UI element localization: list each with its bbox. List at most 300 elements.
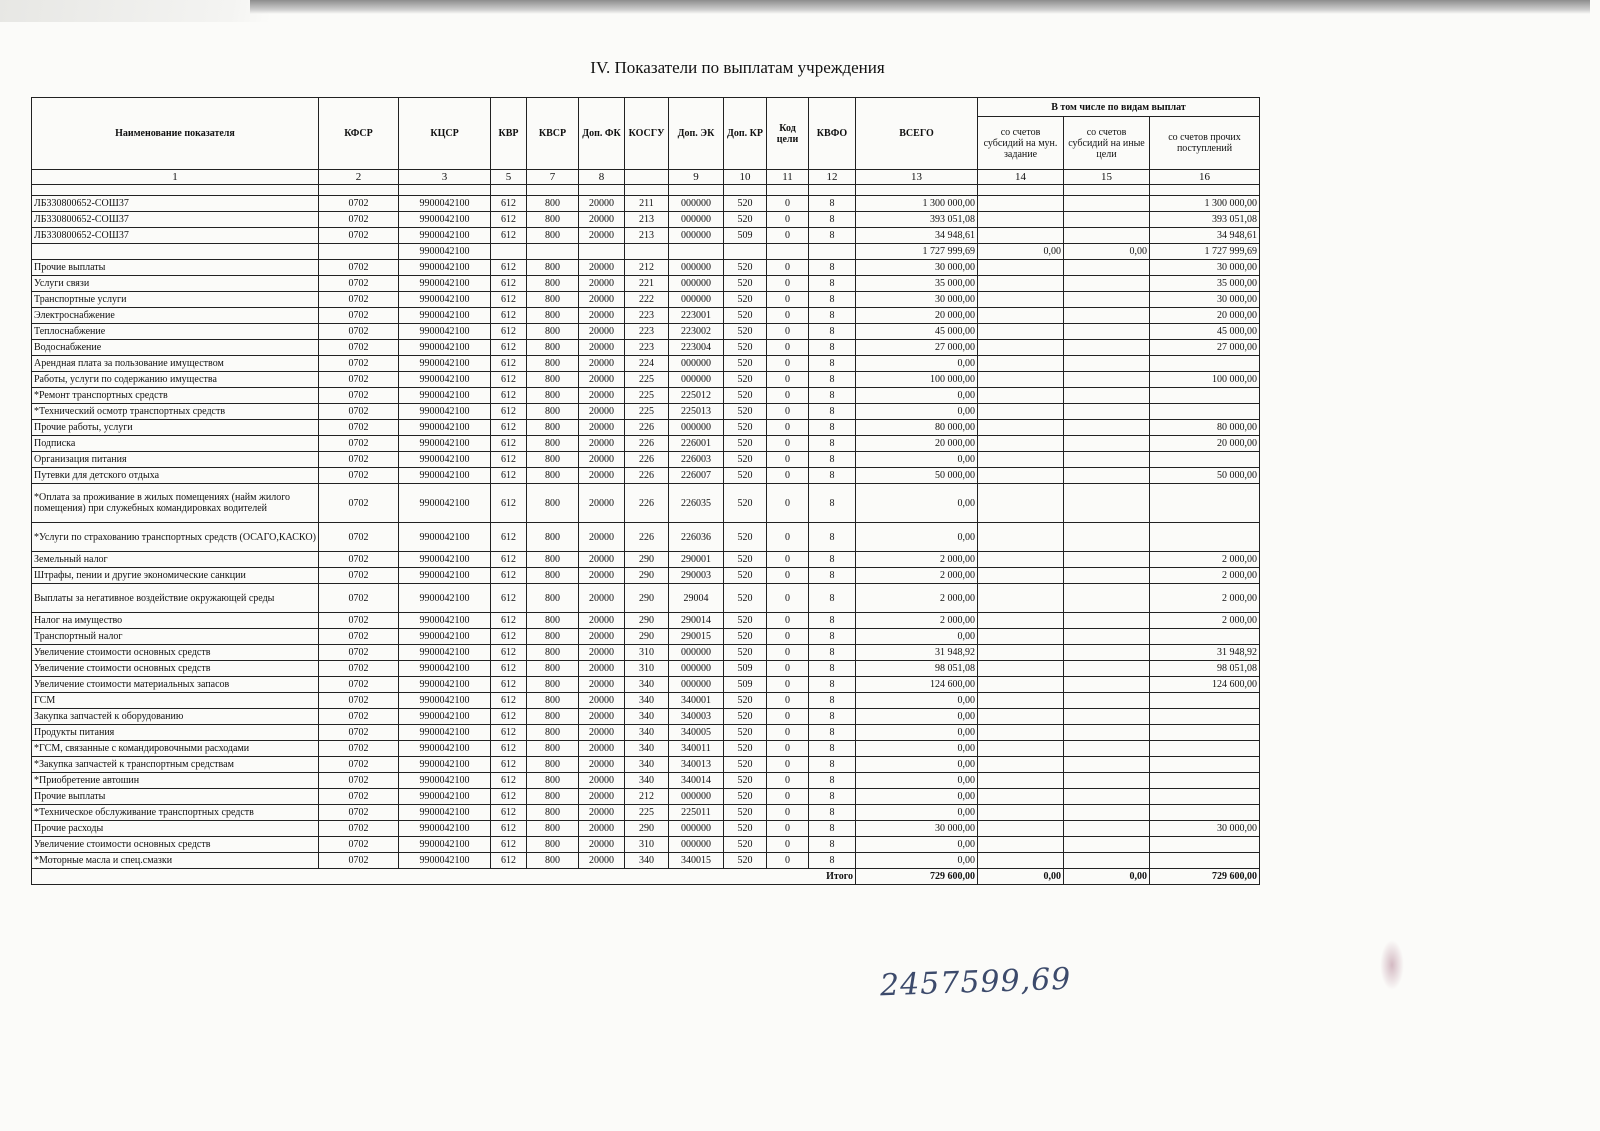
cell-kvr: 612 (491, 420, 527, 436)
row-name: Прочие расходы (32, 821, 319, 837)
cell-kvr: 612 (491, 805, 527, 821)
cell-kod-celi: 0 (767, 260, 809, 276)
table-row (32, 645, 1260, 661)
cell-col16 (1150, 356, 1260, 372)
cell-kvfo: 8 (809, 388, 856, 404)
cell-dop-ek: 223002 (669, 324, 724, 340)
row-name: Прочие выплаты (32, 789, 319, 805)
cell-dop-ek: 000000 (669, 228, 724, 244)
cell-kvsr: 800 (527, 789, 579, 805)
cell-col15 (1064, 228, 1150, 244)
cell-col15 (1064, 584, 1150, 613)
total-sum: 729 600,00 (856, 869, 978, 885)
table-row (32, 773, 1260, 789)
cell-kod-celi: 0 (767, 436, 809, 452)
cell-col16 (1150, 709, 1260, 725)
row-name: *Оплата за проживание в жилых помещениях (найм жилого помещения) при служебных командировках водителей (32, 484, 319, 523)
table-row (32, 523, 1260, 552)
cell-kvsr: 800 (527, 853, 579, 869)
cell-total: 2 000,00 (856, 613, 978, 629)
cell-kvsr: 800 (527, 613, 579, 629)
cell-dop-ek: 000000 (669, 292, 724, 308)
row-name: Теплоснабжение (32, 324, 319, 340)
cell-kod-celi: 0 (767, 420, 809, 436)
cell-kvfo: 8 (809, 260, 856, 276)
table-row (32, 725, 1260, 741)
cell-kod-celi: 0 (767, 741, 809, 757)
cell-kvr: 612 (491, 404, 527, 420)
cell-dop-fk: 20000 (579, 196, 625, 212)
cell-dop-kr: 520 (724, 837, 767, 853)
cell-col14 (978, 324, 1064, 340)
cell-col14 (978, 629, 1064, 645)
cell-kvsr: 800 (527, 552, 579, 568)
cell-kcsr: 9900042100 (399, 773, 491, 789)
cell-col15 (1064, 324, 1150, 340)
cell-dop-ek: 225012 (669, 388, 724, 404)
cell-col14 (978, 420, 1064, 436)
cell-dop-fk: 20000 (579, 340, 625, 356)
cell-kvfo: 8 (809, 693, 856, 709)
cell-col15 (1064, 661, 1150, 677)
cell-total: 0,00 (856, 404, 978, 420)
cell-dop-fk: 20000 (579, 757, 625, 773)
cell-dop-kr: 520 (724, 340, 767, 356)
cell-kvr (491, 244, 527, 260)
cell-kcsr: 9900042100 (399, 725, 491, 741)
cell-dop-ek: 290015 (669, 629, 724, 645)
cell-kod-celi: 0 (767, 452, 809, 468)
cell-kosgu: 340 (625, 725, 669, 741)
cell-kod-celi: 0 (767, 552, 809, 568)
cell-dop-kr: 520 (724, 584, 767, 613)
cell-col15 (1064, 196, 1150, 212)
cell-kosgu: 224 (625, 356, 669, 372)
table-row (32, 292, 1260, 308)
row-name: ГСМ (32, 693, 319, 709)
cell-col16: 30 000,00 (1150, 821, 1260, 837)
cell-dop-kr: 520 (724, 523, 767, 552)
cell-kvsr: 800 (527, 260, 579, 276)
cell-col15 (1064, 741, 1150, 757)
spacer-row (32, 185, 1260, 196)
cell-dop-fk: 20000 (579, 420, 625, 436)
cell-kvr: 612 (491, 324, 527, 340)
table-row (32, 260, 1260, 276)
cell-kod-celi: 0 (767, 584, 809, 613)
cell-dop-kr: 520 (724, 356, 767, 372)
cell-col15 (1064, 677, 1150, 693)
cell-col14 (978, 388, 1064, 404)
cell-dop-fk: 20000 (579, 821, 625, 837)
cell-kvsr: 800 (527, 196, 579, 212)
cell-kvfo: 8 (809, 436, 856, 452)
cell-kvsr: 800 (527, 709, 579, 725)
cell-col15 (1064, 837, 1150, 853)
cell-kvfo: 8 (809, 709, 856, 725)
cell-kosgu: 310 (625, 645, 669, 661)
row-name: Продукты питания (32, 725, 319, 741)
cell-dop-kr: 520 (724, 613, 767, 629)
cell-dop-ek: 225013 (669, 404, 724, 420)
cell-col14 (978, 552, 1064, 568)
cell-dop-fk: 20000 (579, 260, 625, 276)
cell-dop-kr: 520 (724, 452, 767, 468)
cell-dop-fk: 20000 (579, 789, 625, 805)
cell-kvr: 612 (491, 452, 527, 468)
cell-kvfo: 8 (809, 661, 856, 677)
table-row (32, 821, 1260, 837)
cell-kvr: 612 (491, 709, 527, 725)
cell-kfsr: 0702 (319, 677, 399, 693)
cell-kvsr: 800 (527, 584, 579, 613)
cell-kvr: 612 (491, 260, 527, 276)
cell-col16 (1150, 452, 1260, 468)
cell-col15 (1064, 773, 1150, 789)
table-body (32, 196, 1260, 869)
cell-col15 (1064, 388, 1150, 404)
cell-dop-kr: 520 (724, 484, 767, 523)
cell-kvfo: 8 (809, 523, 856, 552)
cell-total: 0,00 (856, 356, 978, 372)
cell-dop-kr (724, 244, 767, 260)
cell-kod-celi: 0 (767, 484, 809, 523)
cell-kvfo: 8 (809, 741, 856, 757)
cell-dop-ek: 290001 (669, 552, 724, 568)
header-dop-ek: Доп. ЭК (669, 98, 724, 170)
cell-kvsr: 800 (527, 324, 579, 340)
cell-kvfo: 8 (809, 452, 856, 468)
cell-col14 (978, 837, 1064, 853)
cell-kvsr: 800 (527, 356, 579, 372)
column-number: 15 (1064, 170, 1150, 185)
cell-kosgu: 340 (625, 741, 669, 757)
cell-kvsr: 800 (527, 568, 579, 584)
cell-kosgu: 290 (625, 821, 669, 837)
cell-col16: 1 300 000,00 (1150, 196, 1260, 212)
cell-kfsr (319, 244, 399, 260)
cell-kosgu: 223 (625, 324, 669, 340)
cell-dop-ek: 340015 (669, 853, 724, 869)
cell-kfsr: 0702 (319, 196, 399, 212)
cell-kvfo: 8 (809, 821, 856, 837)
table-row (32, 436, 1260, 452)
cell-dop-kr: 520 (724, 773, 767, 789)
table-row (32, 789, 1260, 805)
cell-dop-kr: 520 (724, 420, 767, 436)
cell-kfsr: 0702 (319, 613, 399, 629)
cell-kod-celi: 0 (767, 292, 809, 308)
cell-kvfo: 8 (809, 773, 856, 789)
cell-dop-kr: 520 (724, 821, 767, 837)
cell-kod-celi: 0 (767, 773, 809, 789)
row-name: Арендная плата за пользование имуществом (32, 356, 319, 372)
paper-fold-shadow (0, 0, 270, 22)
cell-kosgu: 340 (625, 693, 669, 709)
cell-kfsr: 0702 (319, 725, 399, 741)
header-dop-fk: Доп. ФК (579, 98, 625, 170)
cell-kvsr: 800 (527, 805, 579, 821)
cell-dop-ek: 29004 (669, 584, 724, 613)
column-number (625, 170, 669, 185)
row-name: *Технический осмотр транспортных средств (32, 404, 319, 420)
cell-kvsr: 800 (527, 837, 579, 853)
cell-dop-ek: 290003 (669, 568, 724, 584)
column-number: 1 (32, 170, 319, 185)
ink-mark (1380, 940, 1404, 990)
cell-kvsr: 800 (527, 404, 579, 420)
cell-dop-kr: 520 (724, 805, 767, 821)
row-name: *ГСМ, связанные с командировочными расходами (32, 741, 319, 757)
cell-kvsr: 800 (527, 821, 579, 837)
cell-col14 (978, 661, 1064, 677)
cell-dop-kr: 520 (724, 324, 767, 340)
cell-kvr: 612 (491, 552, 527, 568)
cell-kod-celi: 0 (767, 693, 809, 709)
cell-dop-ek: 340003 (669, 709, 724, 725)
cell-col15 (1064, 452, 1150, 468)
cell-kcsr: 9900042100 (399, 388, 491, 404)
cell-kfsr: 0702 (319, 340, 399, 356)
cell-col16 (1150, 741, 1260, 757)
cell-kcsr: 9900042100 (399, 805, 491, 821)
cell-col15 (1064, 613, 1150, 629)
cell-kfsr: 0702 (319, 372, 399, 388)
cell-col14 (978, 404, 1064, 420)
table-row (32, 212, 1260, 228)
row-name: *Техническое обслуживание транспортных средств (32, 805, 319, 821)
cell-col16: 20 000,00 (1150, 308, 1260, 324)
cell-dop-ek: 000000 (669, 212, 724, 228)
cell-dop-fk: 20000 (579, 308, 625, 324)
cell-dop-fk: 20000 (579, 388, 625, 404)
cell-col15 (1064, 552, 1150, 568)
table-row (32, 613, 1260, 629)
cell-dop-fk: 20000 (579, 645, 625, 661)
cell-col15 (1064, 372, 1150, 388)
cell-dop-fk: 20000 (579, 523, 625, 552)
cell-dop-fk: 20000 (579, 228, 625, 244)
cell-dop-fk: 20000 (579, 853, 625, 869)
cell-dop-kr: 509 (724, 228, 767, 244)
cell-total: 34 948,61 (856, 228, 978, 244)
cell-total: 0,00 (856, 741, 978, 757)
cell-kosgu: 213 (625, 228, 669, 244)
cell-kfsr: 0702 (319, 661, 399, 677)
header-kvr: КВР (491, 98, 527, 170)
cell-dop-ek: 000000 (669, 372, 724, 388)
cell-kfsr: 0702 (319, 308, 399, 324)
cell-kod-celi: 0 (767, 629, 809, 645)
cell-kosgu: 225 (625, 372, 669, 388)
cell-kcsr: 9900042100 (399, 677, 491, 693)
cell-col16: 27 000,00 (1150, 340, 1260, 356)
table-row (32, 484, 1260, 523)
total-label: Итого (32, 869, 856, 885)
cell-kod-celi: 0 (767, 324, 809, 340)
cell-dop-ek: 000000 (669, 677, 724, 693)
header-name: Наименование показателя (32, 98, 319, 170)
cell-kosgu: 223 (625, 308, 669, 324)
total-col14: 0,00 (978, 869, 1064, 885)
cell-dop-kr: 520 (724, 196, 767, 212)
table-row (32, 629, 1260, 645)
cell-col16: 1 727 999,69 (1150, 244, 1260, 260)
cell-kvfo: 8 (809, 613, 856, 629)
cell-kosgu: 226 (625, 468, 669, 484)
cell-dop-ek (669, 244, 724, 260)
cell-kvfo: 8 (809, 196, 856, 212)
cell-kod-celi: 0 (767, 821, 809, 837)
cell-total: 2 000,00 (856, 568, 978, 584)
row-name: Услуги связи (32, 276, 319, 292)
cell-total: 0,00 (856, 523, 978, 552)
cell-col15 (1064, 484, 1150, 523)
cell-dop-kr: 509 (724, 677, 767, 693)
cell-kvr: 612 (491, 196, 527, 212)
column-number: 2 (319, 170, 399, 185)
cell-col16: 34 948,61 (1150, 228, 1260, 244)
cell-col14 (978, 228, 1064, 244)
cell-kcsr: 9900042100 (399, 212, 491, 228)
cell-col16: 2 000,00 (1150, 613, 1260, 629)
cell-kvr: 612 (491, 523, 527, 552)
cell-col14 (978, 452, 1064, 468)
cell-kvfo: 8 (809, 372, 856, 388)
cell-total: 50 000,00 (856, 468, 978, 484)
table-row (32, 228, 1260, 244)
cell-kvfo: 8 (809, 805, 856, 821)
cell-dop-fk: 20000 (579, 693, 625, 709)
cell-col15 (1064, 420, 1150, 436)
table-row (32, 677, 1260, 693)
cell-kvsr: 800 (527, 677, 579, 693)
cell-dop-ek: 225011 (669, 805, 724, 821)
cell-kod-celi: 0 (767, 468, 809, 484)
cell-dop-ek: 340013 (669, 757, 724, 773)
cell-dop-kr: 520 (724, 568, 767, 584)
cell-kvsr: 800 (527, 741, 579, 757)
cell-kfsr: 0702 (319, 324, 399, 340)
cell-total: 0,00 (856, 452, 978, 468)
cell-kvsr: 800 (527, 629, 579, 645)
cell-dop-ek: 226007 (669, 468, 724, 484)
cell-kvfo: 8 (809, 276, 856, 292)
cell-total: 1 300 000,00 (856, 196, 978, 212)
cell-total: 31 948,92 (856, 645, 978, 661)
cell-dop-ek: 340014 (669, 773, 724, 789)
cell-dop-kr: 520 (724, 725, 767, 741)
cell-kfsr: 0702 (319, 773, 399, 789)
cell-kfsr: 0702 (319, 568, 399, 584)
row-name: Прочие выплаты (32, 260, 319, 276)
cell-kvfo: 8 (809, 552, 856, 568)
cell-kfsr: 0702 (319, 420, 399, 436)
cell-dop-fk: 20000 (579, 484, 625, 523)
cell-kcsr: 9900042100 (399, 468, 491, 484)
cell-kosgu: 290 (625, 568, 669, 584)
cell-kfsr: 0702 (319, 436, 399, 452)
cell-dop-ek: 000000 (669, 196, 724, 212)
cell-dop-ek: 000000 (669, 661, 724, 677)
cell-total: 30 000,00 (856, 821, 978, 837)
cell-col14 (978, 436, 1064, 452)
table-row (32, 372, 1260, 388)
cell-kvfo: 8 (809, 340, 856, 356)
cell-kod-celi: 0 (767, 276, 809, 292)
cell-kvr: 612 (491, 356, 527, 372)
cell-col16 (1150, 837, 1260, 853)
cell-kvfo: 8 (809, 404, 856, 420)
cell-dop-kr: 520 (724, 292, 767, 308)
cell-kcsr: 9900042100 (399, 741, 491, 757)
cell-kvsr: 800 (527, 436, 579, 452)
row-name: Увеличение стоимости основных средств (32, 661, 319, 677)
cell-kvsr: 800 (527, 693, 579, 709)
cell-total: 0,00 (856, 725, 978, 741)
cell-kfsr: 0702 (319, 404, 399, 420)
column-number: 14 (978, 170, 1064, 185)
column-number: 16 (1150, 170, 1260, 185)
payments-table-wrapper (31, 97, 1259, 885)
cell-dop-fk: 20000 (579, 677, 625, 693)
cell-dop-kr: 520 (724, 645, 767, 661)
cell-total: 80 000,00 (856, 420, 978, 436)
cell-kvfo (809, 244, 856, 260)
cell-kcsr: 9900042100 (399, 292, 491, 308)
cell-kvr: 612 (491, 757, 527, 773)
cell-kfsr: 0702 (319, 356, 399, 372)
cell-col14 (978, 292, 1064, 308)
cell-kcsr: 9900042100 (399, 584, 491, 613)
table-row (32, 757, 1260, 773)
cell-col14 (978, 523, 1064, 552)
cell-kosgu: 290 (625, 584, 669, 613)
cell-kod-celi: 0 (767, 805, 809, 821)
column-number: 3 (399, 170, 491, 185)
cell-kosgu: 226 (625, 436, 669, 452)
cell-dop-fk: 20000 (579, 468, 625, 484)
cell-kod-celi: 0 (767, 388, 809, 404)
cell-kfsr: 0702 (319, 837, 399, 853)
cell-kvsr: 800 (527, 276, 579, 292)
cell-kcsr: 9900042100 (399, 789, 491, 805)
cell-kfsr: 0702 (319, 629, 399, 645)
table-row (32, 324, 1260, 340)
cell-kcsr: 9900042100 (399, 228, 491, 244)
cell-kvfo: 8 (809, 484, 856, 523)
cell-dop-fk: 20000 (579, 356, 625, 372)
cell-kfsr: 0702 (319, 821, 399, 837)
cell-col15 (1064, 356, 1150, 372)
cell-dop-kr: 520 (724, 276, 767, 292)
cell-kvr: 612 (491, 789, 527, 805)
cell-kosgu: 225 (625, 388, 669, 404)
cell-col14 (978, 308, 1064, 324)
cell-dop-kr: 520 (724, 629, 767, 645)
cell-kvr: 612 (491, 645, 527, 661)
cell-kod-celi: 0 (767, 709, 809, 725)
cell-col16 (1150, 805, 1260, 821)
cell-total: 0,00 (856, 853, 978, 869)
cell-kvfo: 8 (809, 292, 856, 308)
cell-total: 0,00 (856, 837, 978, 853)
cell-kosgu: 226 (625, 452, 669, 468)
cell-kod-celi: 0 (767, 613, 809, 629)
cell-col15 (1064, 805, 1150, 821)
cell-kvr: 612 (491, 613, 527, 629)
cell-dop-fk: 20000 (579, 404, 625, 420)
